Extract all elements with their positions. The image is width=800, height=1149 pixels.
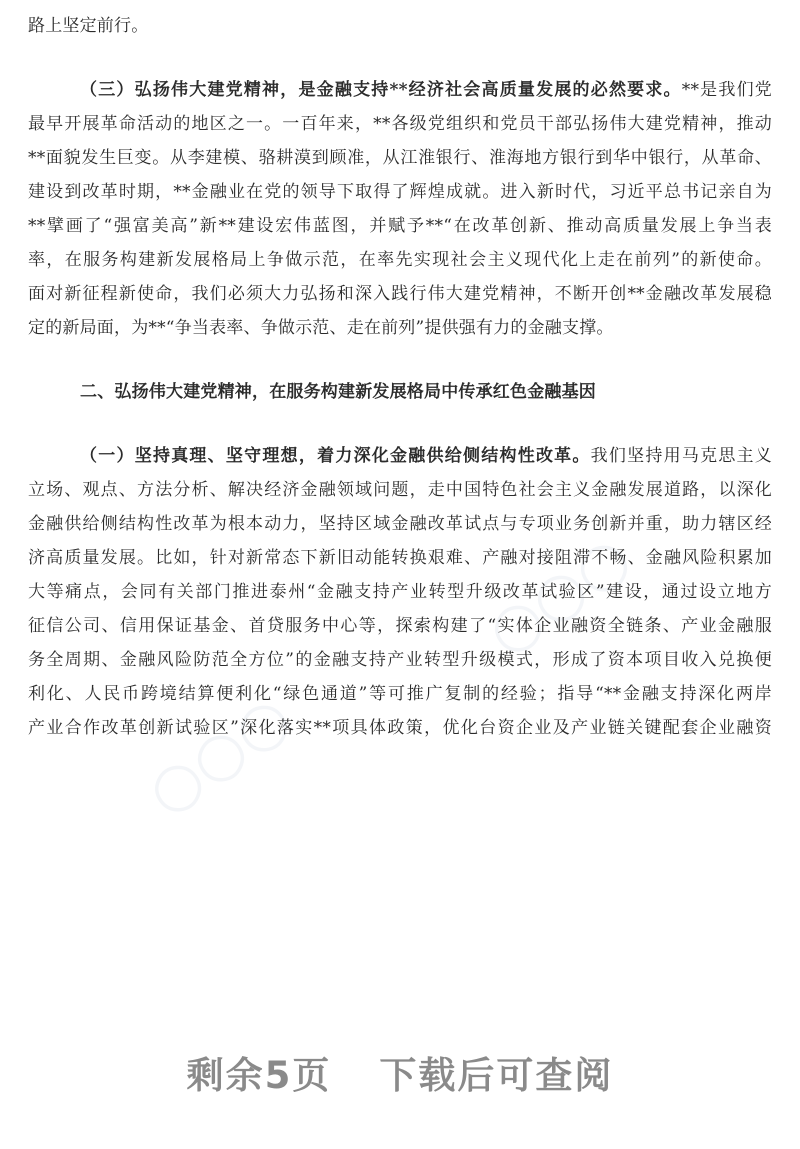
text-line: 立场、观点、方法分析、解决经济金融领域问题，走中国特色社会主义金融发展道路，以深化: [28, 480, 772, 500]
text-line: 金融供给侧结构性改革为根本动力，坚持区域金融改革试点与专项业务创新并重，助力辖区经: [28, 514, 772, 534]
text-line: **面貌发生巨变。从李建模、骆耕漠到顾准，从江淮银行、淮海地方银行到华中银行，从革命、: [28, 148, 772, 168]
text-line: 最早开展革命活动的地区之一。一百年来，**各级党组织和党员干部弘扬伟大建党精神，推动: [28, 114, 772, 134]
text-line: 利化、人民币跨境结算便利化“绿色通道”等可推广复制的经验；指导“**金融支持深化两岸: [28, 684, 772, 704]
paragraph-3-text: **是我们党: [681, 80, 772, 100]
section-2-heading: 二、弘扬伟大建党精神，在服务构建新发展格局中传承红色金融基因: [80, 382, 596, 402]
text-line: 路上坚定前行。: [28, 16, 149, 36]
text-line: 率，在服务构建新发展格局上争做示范，在率先实现社会主义现代化上走在前列”的新使命。: [28, 250, 772, 270]
text-line: 产业合作改革创新试验区”深化落实**项具体政策，优化台资企业及产业链关键配套企业融资: [28, 718, 772, 738]
paragraph-1-text: 我们坚持用马克思主义: [590, 446, 772, 466]
paragraph-3-first-line: [28, 74, 772, 106]
download-to-view-label: 下载后可查阅: [379, 1054, 614, 1097]
text-line: 济高质量发展。比如，针对新常态下新旧动能转换艰难、产融对接阻滞不畅、金融风险积累加: [28, 548, 772, 568]
text-line: 务全周期、金融风险防范全方位”的金融支持产业转型升级模式，形成了资本项目收入兑换便: [28, 650, 772, 670]
watermark-graphic: ○○○: [134, 681, 303, 829]
text-line: 面对新征程新使命，我们必须大力弘扬和深入践行伟大建党精神，不断开创**金融改革发展稳: [28, 284, 772, 304]
text-line: **擘画了“强富美高”新**建设宏伟蓝图，并赋予**“在改革创新、推动高质量发展上争当表: [28, 216, 772, 236]
text-line: 征信公司、信用保证基金、首贷服务中心等，探索构建了“实体企业融资全链条、产业金融服: [28, 616, 772, 636]
paragraph-1-first-line: [28, 440, 772, 472]
paragraph-1-heading: （一）坚持真理、坚守理想，着力深化金融供给侧结构性改革。: [80, 446, 591, 466]
text-line: 定的新局面，为**“争当表率、争做示范、走在前列”提供强有力的金融支撑。: [28, 318, 614, 338]
paragraph-3-heading: （三）弘扬伟大建党精神，是金融支持**经济社会高质量发展的必然要求。: [80, 80, 682, 100]
text-line: 大等痛点，会同有关部门推进泰州“金融支持产业转型升级改革试验区”建设，通过设立地方: [28, 582, 772, 602]
text-line: 建设到改革时期，**金融业在党的领导下取得了辉煌成就。进入新时代，习近平总书记亲自为: [28, 182, 772, 202]
remaining-pages-label: 剩余5页: [186, 1054, 332, 1097]
download-banner[interactable]: [0, 1045, 800, 1099]
watermark-graphic: ○○○: [474, 521, 643, 669]
